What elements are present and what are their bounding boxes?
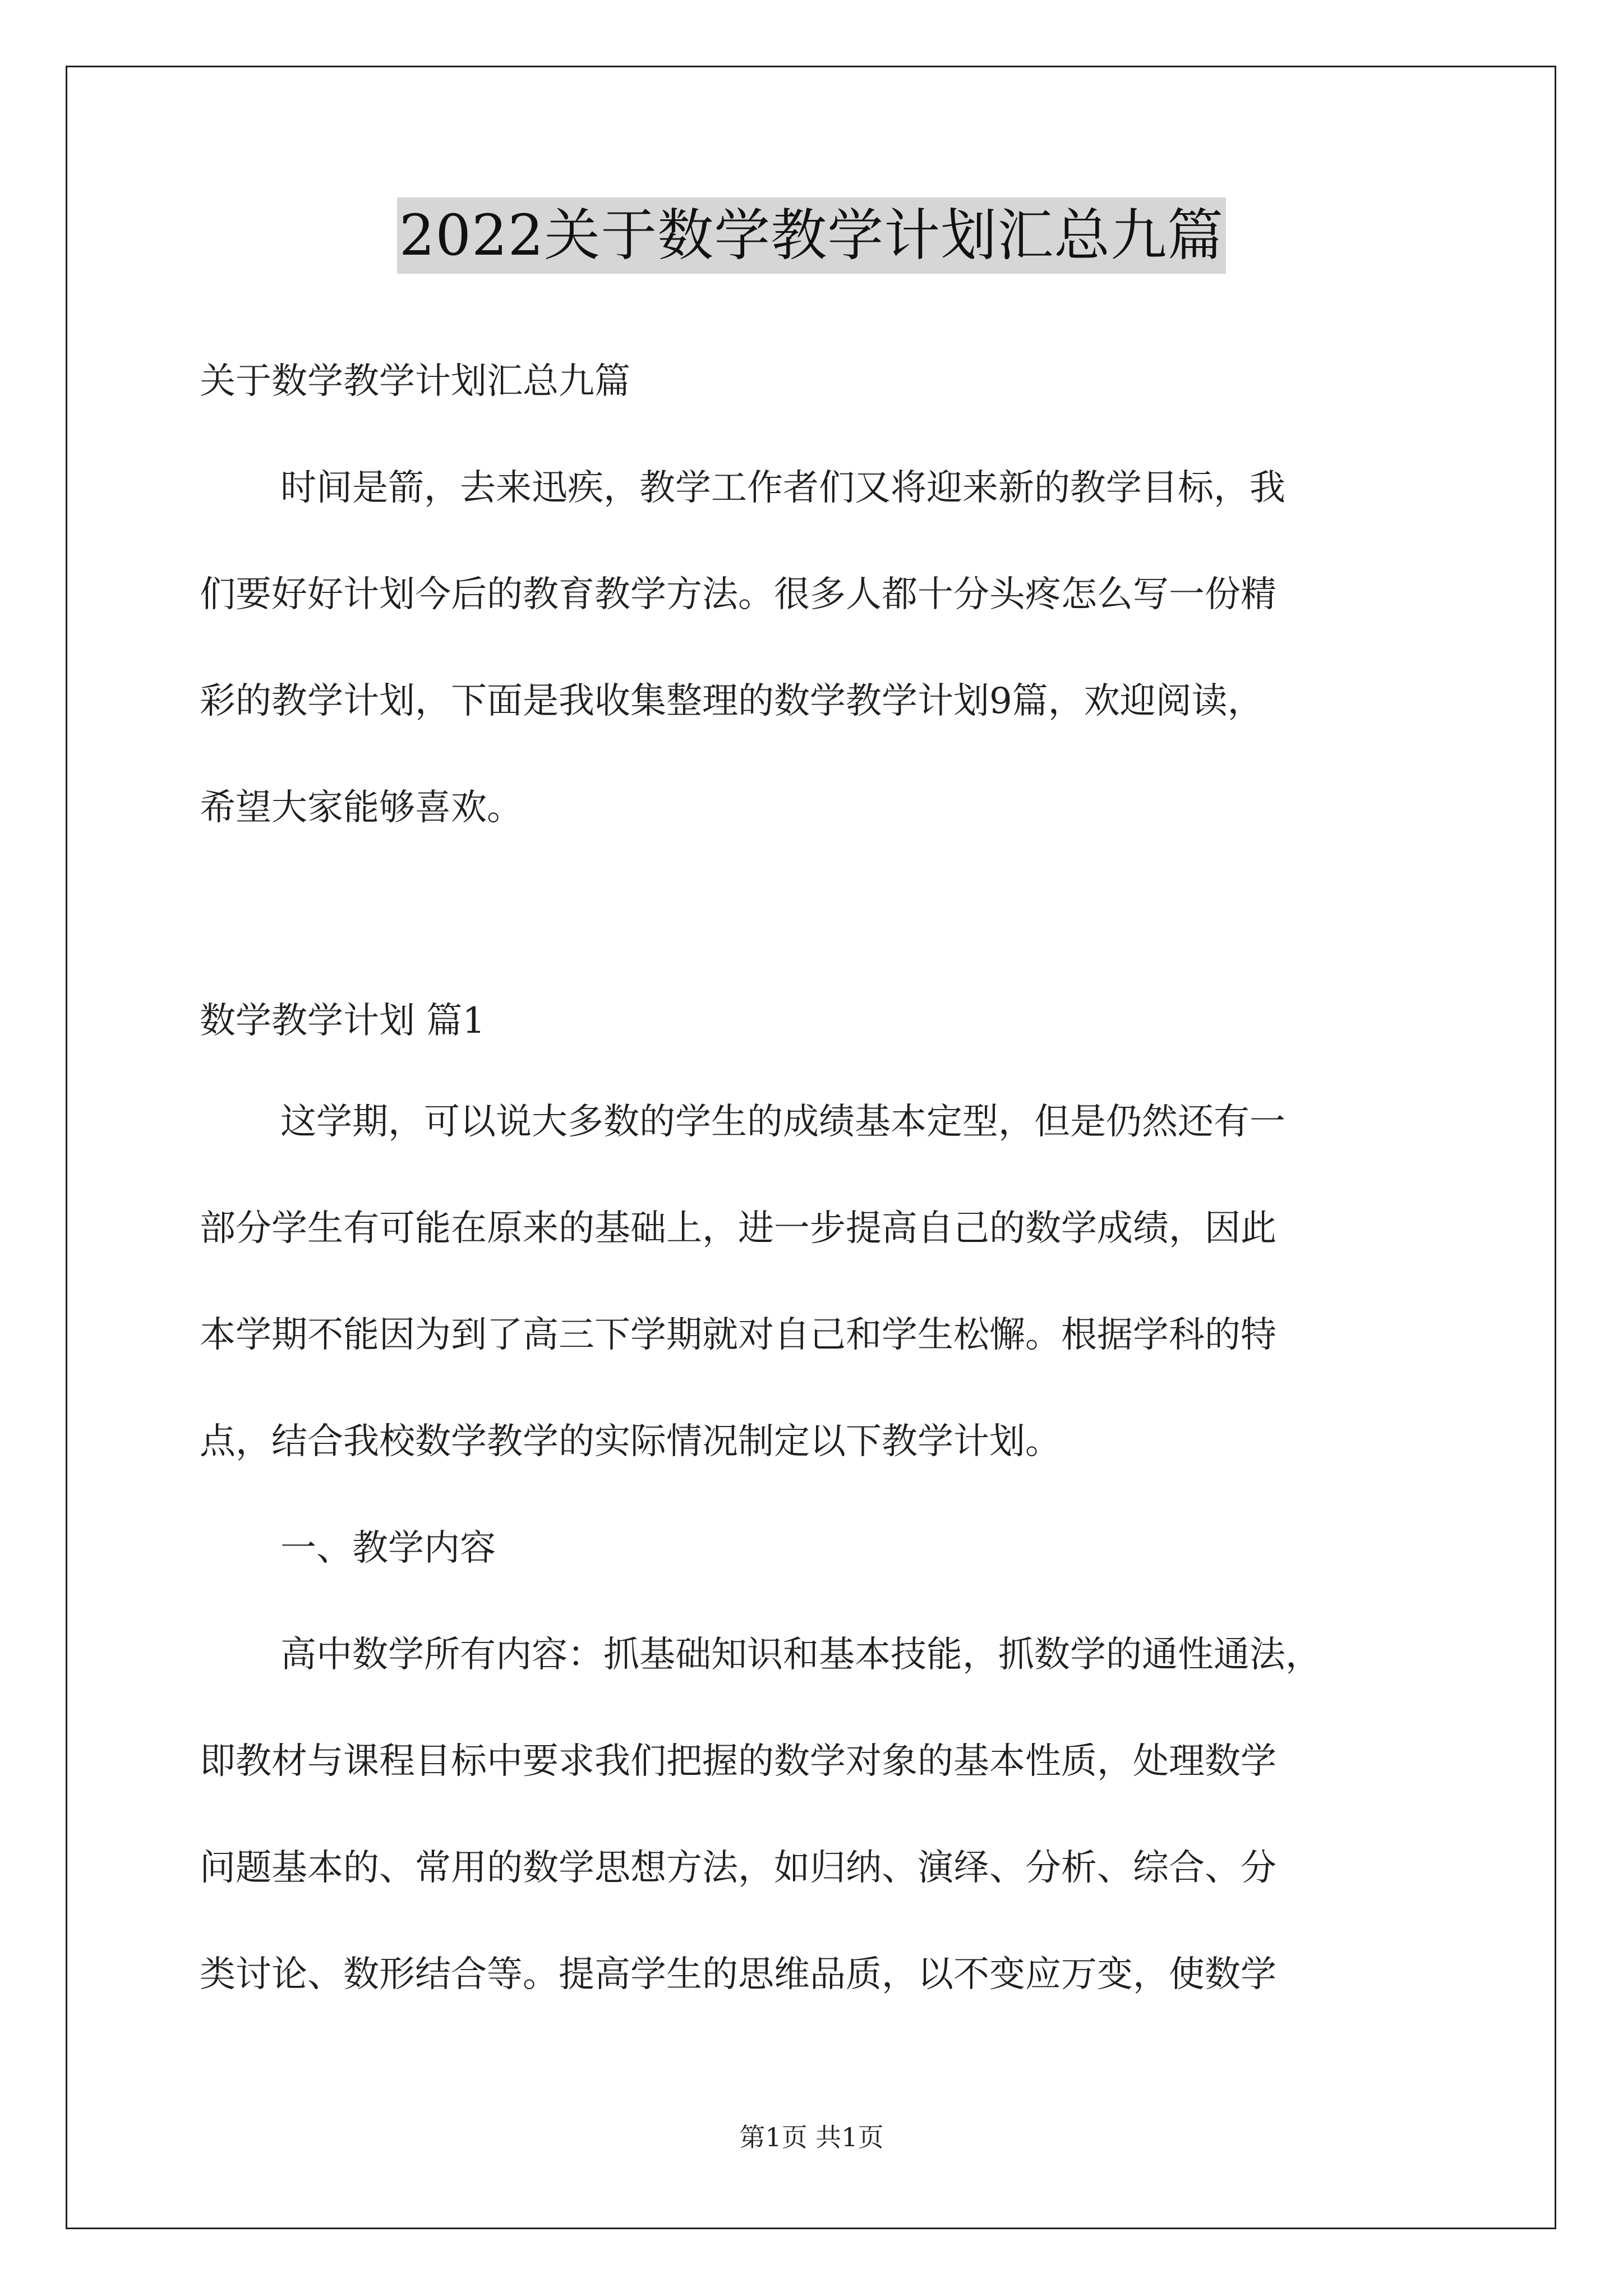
section-para1-line-2: 部分学生有可能在原来的基础上，进一步提高自己的数学成绩，因此 — [200, 1208, 1276, 1249]
section-para2-line-3: 问题基本的、常用的数学思想方法，如归纳、演绎、分析、综合、分 — [200, 1847, 1276, 1889]
title-container — [0, 197, 1623, 274]
document-subtitle: 关于数学教学计划汇总九篇 — [200, 361, 630, 402]
sub-heading: 一、教学内容 — [280, 1527, 496, 1569]
intro-line-1: 时间是箭，去来迅疾，教学工作者们又将迎来新的教学目标，我 — [280, 467, 1285, 509]
page-footer: 第1页 共1页 — [739, 2122, 884, 2152]
section-para2-line-2: 即教材与课程目标中要求我们把握的数学对象的基本性质，处理数学 — [200, 1741, 1276, 1782]
section-para1-line-1: 这学期，可以说大多数的学生的成绩基本定型，但是仍然还有一 — [280, 1101, 1285, 1143]
section-para1-line-4: 点，结合我校数学教学的实际情况制定以下教学计划。 — [200, 1421, 1061, 1462]
section-para2-line-1: 高中数学所有内容：抓基础知识和基本技能，抓数学的通性通法， — [280, 1634, 1321, 1676]
intro-line-2: 们要好好计划今后的教育教学方法。很多人都十分头疼怎么写一份精 — [200, 574, 1276, 615]
intro-line-4: 希望大家能够喜欢。 — [200, 787, 523, 829]
section-heading: 数学教学计划 篇1 — [200, 1000, 486, 1042]
section-para1-line-3: 本学期不能因为到了高三下学期就对自己和学生松懈。根据学科的特 — [200, 1314, 1276, 1356]
intro-line-3: 彩的教学计划，下面是我收集整理的数学教学计划9篇，欢迎阅读， — [200, 680, 1264, 722]
document-title: 2022关于数学教学计划汇总九篇 — [397, 197, 1227, 274]
section-para2-line-4: 类讨论、数形结合等。提高学生的思维品质，以不变应万变，使数学 — [200, 1954, 1276, 1995]
